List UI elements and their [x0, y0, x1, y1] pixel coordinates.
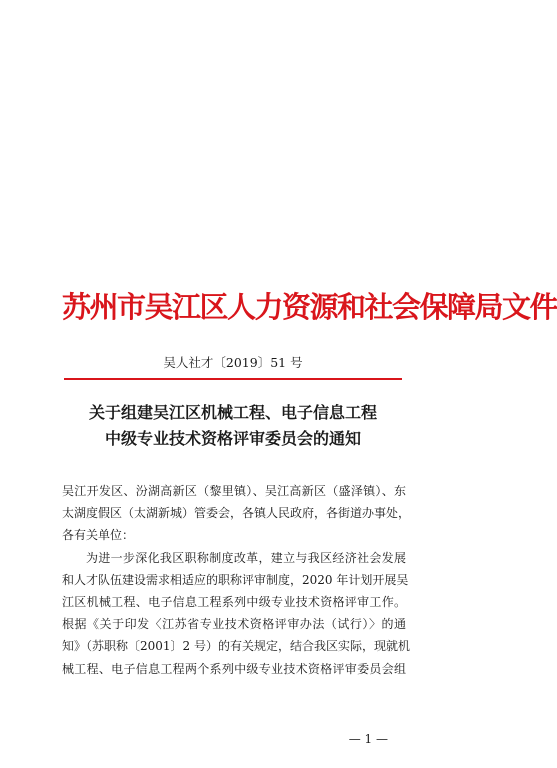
title-line-1: 关于组建吴江区机械工程、电子信息工程	[88, 403, 377, 422]
paragraph-line: 为进一步深化我区职称制度改革，建立与我区经济社会发展	[86, 550, 406, 565]
paragraph-line: 械工程、电子信息工程两个系列中级专业技术资格评审委员会组	[62, 661, 406, 676]
paragraph-line: 根据《关于印发〈江苏省专业技术资格评审办法（试行）〉的通	[62, 617, 406, 632]
paragraph-line: 江区机械工程、电子信息工程系列中级专业技术资格评审工作。	[62, 594, 406, 609]
notice-title	[0, 400, 466, 452]
paragraph-line: 和人才队伍建设需求相适应的职称评审制度，2020 年计划开展吴	[62, 572, 409, 587]
recipients-line: 各有关单位：	[62, 528, 135, 543]
title-line-2: 中级专业技术资格评审委员会的通知	[104, 429, 361, 448]
page-number: — 1 —	[348, 732, 388, 746]
paragraph-line: 知》（苏职称〔2001〕2 号）的有关规定，结合我区实际，现就机	[62, 639, 410, 654]
recipients-line: 太湖度假区（太湖新城）管委会，各镇人民政府，各街道办事处，	[62, 506, 411, 521]
recipients-line: 吴江开发区、汾湖高新区（黎里镇）、吴江高新区（盛泽镇）、东	[62, 484, 406, 498]
red-divider	[64, 378, 402, 380]
issuer-heading: 苏州市吴江区人力资源和社会保障局文件	[62, 290, 557, 324]
document-number: 吴人社才〔2019〕51 号	[163, 355, 303, 370]
notice-body	[62, 480, 411, 680]
